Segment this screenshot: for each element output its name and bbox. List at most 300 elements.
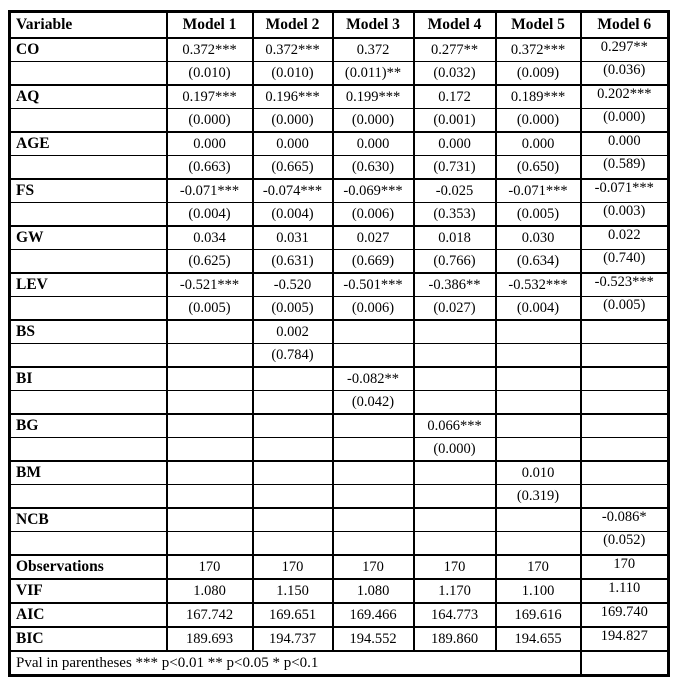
coef-cell (333, 320, 414, 344)
pval-value: (0.000) (516, 111, 560, 128)
summary-cell (333, 579, 414, 603)
coef-value: 0.030 (521, 229, 555, 246)
summary-value: 169.740 (600, 603, 648, 620)
summary-label: AIC (10, 603, 167, 627)
coef-cell (581, 414, 669, 438)
coef-cell (167, 226, 253, 250)
summary-value: 169.651 (268, 606, 317, 623)
variable-label: AQ (10, 85, 167, 109)
coef-cell (414, 38, 496, 62)
coef-cell (414, 179, 496, 203)
table-row-coef (10, 273, 669, 297)
pval-value: (0.027) (433, 299, 476, 316)
coef-value: -0.086* (601, 508, 647, 525)
summary-cell (496, 579, 581, 603)
summary-cell (414, 579, 496, 603)
coef-cell (167, 367, 253, 391)
summary-value: 1.150 (276, 582, 309, 599)
coef-cell (414, 461, 496, 485)
pval-value: (0.731) (433, 158, 476, 175)
summary-cell (333, 555, 414, 579)
variable-label-empty (10, 109, 167, 133)
summary-value: 167.742 (185, 606, 234, 623)
header-row (10, 12, 669, 39)
pval-value: (0.005) (188, 299, 231, 316)
coef-value: 0.197*** (182, 88, 237, 105)
regression-table-container (8, 10, 670, 677)
pval-cell (581, 532, 669, 556)
pval-cell (167, 109, 253, 133)
variable-label-empty (10, 532, 167, 556)
pval-cell (167, 203, 253, 227)
coef-value: 0.172 (438, 88, 471, 105)
coef-value: 0.000 (438, 135, 471, 152)
pval-value: (0.004) (271, 205, 314, 222)
coef-cell (167, 461, 253, 485)
variable-label-empty (10, 62, 167, 86)
pval-value: (0.005) (603, 296, 646, 313)
summary-cell (496, 603, 581, 627)
coef-cell (253, 38, 333, 62)
pval-cell (167, 485, 253, 509)
summary-cell (496, 627, 581, 651)
pval-cell (167, 532, 253, 556)
pval-cell (581, 344, 669, 368)
table-row-pval (10, 438, 669, 462)
summary-value: 1.080 (193, 582, 226, 599)
summary-value: 1.110 (608, 579, 641, 596)
variable-label: BI (10, 367, 167, 391)
pval-cell (253, 391, 333, 415)
coef-value: -0.071*** (508, 182, 568, 199)
coef-cell (581, 226, 669, 250)
pval-value: (0.589) (603, 155, 646, 172)
variable-label: BG (10, 414, 167, 438)
summary-cell (253, 627, 333, 651)
variable-label: FS (10, 179, 167, 203)
summary-cell (581, 627, 669, 651)
variable-label-empty (10, 203, 167, 227)
pval-cell (333, 485, 414, 509)
coef-cell (333, 273, 414, 297)
footnote-row (10, 651, 669, 676)
coef-value: -0.523*** (594, 273, 654, 290)
pval-cell (581, 109, 669, 133)
pval-cell (496, 203, 581, 227)
pval-cell (496, 485, 581, 509)
table-row-pval (10, 532, 669, 556)
coef-cell (414, 132, 496, 156)
coef-value: -0.521*** (179, 276, 240, 293)
pval-cell (253, 438, 333, 462)
coef-cell (496, 508, 581, 532)
pval-value: (0.006) (351, 299, 395, 316)
coef-cell (333, 414, 414, 438)
coef-cell (333, 132, 414, 156)
summary-cell (253, 555, 333, 579)
pval-cell (333, 203, 414, 227)
coef-cell (414, 414, 496, 438)
summary-cell (253, 579, 333, 603)
column-header-model-3: Model 3 (333, 12, 414, 39)
summary-value: 170 (198, 558, 221, 575)
pval-cell (581, 156, 669, 180)
pval-value: (0.000) (271, 111, 314, 128)
coef-value: 0.002 (276, 323, 309, 340)
coef-value: 0.372 (356, 41, 390, 58)
pval-cell (167, 438, 253, 462)
variable-label-empty (10, 156, 167, 180)
summary-value: 194.552 (349, 630, 397, 647)
summary-value: 189.860 (430, 630, 479, 647)
table-row-pval (10, 62, 669, 86)
summary-cell (253, 603, 333, 627)
coef-cell (581, 179, 669, 203)
column-header-model-6: Model 6 (581, 12, 669, 39)
coef-value: -0.532*** (508, 276, 568, 293)
summary-value: 189.693 (185, 630, 234, 647)
pval-cell (414, 62, 496, 86)
pval-cell (253, 62, 333, 86)
coef-cell (414, 367, 496, 391)
summary-value: 170 (443, 558, 466, 575)
coef-cell (253, 461, 333, 485)
table-row-pval (10, 297, 669, 321)
table-row-coef (10, 367, 669, 391)
coef-cell (167, 85, 253, 109)
coef-cell (253, 85, 333, 109)
coef-cell (496, 320, 581, 344)
variable-label: NCB (10, 508, 167, 532)
coef-cell (253, 132, 333, 156)
pval-value: (0.006) (351, 205, 395, 222)
pval-cell (167, 391, 253, 415)
pval-cell (333, 297, 414, 321)
summary-value: 170 (613, 555, 636, 572)
coef-cell (333, 38, 414, 62)
pval-cell (253, 297, 333, 321)
coef-value: -0.069*** (343, 182, 403, 199)
table-row-pval (10, 485, 669, 509)
coef-value: 0.372*** (182, 41, 237, 58)
column-header-model-1: Model 1 (167, 12, 253, 39)
coef-value: 0.022 (607, 226, 641, 243)
coef-cell (581, 273, 669, 297)
coef-cell (253, 320, 333, 344)
pval-value: (0.634) (516, 252, 560, 269)
pval-cell (496, 156, 581, 180)
coef-value: 0.196*** (265, 88, 320, 105)
pval-value: (0.010) (188, 64, 231, 81)
summary-value: 170 (362, 558, 384, 575)
footnote-cell: Pval in parentheses *** p<0.01 ** p<0.05 * p<0.1 (10, 651, 581, 676)
coef-value: 0.372*** (510, 41, 566, 58)
pval-cell (414, 250, 496, 274)
pval-cell (581, 391, 669, 415)
pval-value: (0.665) (271, 158, 314, 175)
table-row-pval (10, 391, 669, 415)
pval-value: (0.032) (433, 64, 476, 81)
coef-value: 0.000 (193, 135, 226, 152)
coef-cell (496, 461, 581, 485)
footnote-empty-cell (581, 651, 669, 676)
table-row-coef (10, 38, 669, 62)
table-row-pval (10, 156, 669, 180)
coef-cell (581, 367, 669, 391)
variable-label-empty (10, 391, 167, 415)
table-row-coef (10, 461, 669, 485)
pval-cell (253, 344, 333, 368)
pval-value: (0.036) (603, 61, 646, 78)
summary-cell (414, 627, 496, 651)
variable-label: GW (10, 226, 167, 250)
coef-value: 0.372*** (265, 41, 320, 58)
coef-cell (581, 508, 669, 532)
coef-cell (496, 38, 581, 62)
pval-value: (0.000) (188, 111, 231, 128)
coef-cell (167, 414, 253, 438)
pval-value: (0.001) (433, 111, 476, 128)
pval-cell (414, 156, 496, 180)
coef-cell (414, 320, 496, 344)
pval-value: (0.052) (603, 531, 646, 548)
pval-cell (333, 438, 414, 462)
pval-value: (0.000) (603, 108, 646, 125)
coef-cell (333, 85, 414, 109)
summary-value: 194.827 (600, 627, 648, 644)
pval-cell (414, 109, 496, 133)
pval-cell (253, 532, 333, 556)
coef-cell (496, 273, 581, 297)
pval-cell (496, 438, 581, 462)
variable-label-empty (10, 344, 167, 368)
variable-label: BM (10, 461, 167, 485)
coef-value: 0.066*** (427, 417, 482, 434)
coef-value: 0.277** (430, 41, 479, 58)
column-header-variable: Variable (16, 16, 73, 33)
coef-cell (414, 273, 496, 297)
coef-cell (253, 414, 333, 438)
pval-value: (0.740) (603, 249, 646, 266)
coef-value: 0.031 (276, 229, 309, 246)
coef-cell (496, 226, 581, 250)
pval-value: (0.000) (433, 440, 476, 457)
pval-value: (0.009) (516, 64, 560, 81)
coef-value: 0.297** (600, 38, 648, 55)
summary-row (10, 579, 669, 603)
pval-cell (253, 109, 333, 133)
pval-value: (0.353) (433, 205, 476, 222)
pval-cell (496, 391, 581, 415)
coef-cell (581, 320, 669, 344)
table-row-pval (10, 109, 669, 133)
variable-label: CO (10, 38, 167, 62)
coef-value: -0.071*** (179, 182, 240, 199)
summary-cell (167, 579, 253, 603)
pval-cell (333, 532, 414, 556)
pval-cell (333, 391, 414, 415)
summary-value: 170 (281, 558, 304, 575)
coef-value: -0.520 (273, 276, 312, 293)
variable-label-empty (10, 250, 167, 274)
variable-label: LEV (10, 273, 167, 297)
coef-value: -0.386** (428, 276, 481, 293)
pval-cell (253, 156, 333, 180)
pval-value: (0.005) (271, 299, 314, 316)
coef-cell (167, 179, 253, 203)
coef-value: -0.501*** (343, 276, 403, 293)
pval-value: (0.766) (433, 252, 476, 269)
pval-cell (496, 532, 581, 556)
pval-cell (167, 250, 253, 274)
pval-cell (414, 438, 496, 462)
coef-value: 0.000 (356, 135, 390, 152)
pval-value: (0.011)** (344, 64, 402, 81)
coef-value: -0.074*** (262, 182, 323, 199)
pval-value: (0.000) (351, 111, 395, 128)
variable-label-empty (10, 297, 167, 321)
coef-value: -0.071*** (594, 179, 654, 196)
pval-cell (167, 156, 253, 180)
summary-cell (414, 555, 496, 579)
summary-cell (496, 555, 581, 579)
pval-cell (333, 156, 414, 180)
summary-value: 170 (527, 558, 549, 575)
coef-value: 0.027 (356, 229, 390, 246)
pval-cell (581, 438, 669, 462)
summary-value: 194.737 (268, 630, 317, 647)
coef-cell (496, 132, 581, 156)
pval-value: (0.004) (188, 205, 231, 222)
coef-cell (253, 179, 333, 203)
pval-cell (414, 532, 496, 556)
pval-cell (253, 203, 333, 227)
variable-label: BS (10, 320, 167, 344)
coef-cell (253, 226, 333, 250)
pval-cell (581, 297, 669, 321)
pval-cell (333, 109, 414, 133)
coef-cell (167, 320, 253, 344)
table-body (10, 38, 669, 676)
coef-cell (333, 508, 414, 532)
variable-label-empty (10, 485, 167, 509)
summary-label: VIF (10, 579, 167, 603)
pval-cell (333, 62, 414, 86)
column-header-model-2: Model 2 (253, 12, 333, 39)
coef-value: 0.034 (193, 229, 226, 246)
coef-value: 0.000 (276, 135, 309, 152)
coef-value: -0.082** (347, 370, 399, 387)
coef-cell (496, 179, 581, 203)
coef-value: 0.000 (521, 135, 555, 152)
coef-cell (414, 226, 496, 250)
coef-cell (253, 367, 333, 391)
coef-cell (167, 508, 253, 532)
coef-cell (333, 226, 414, 250)
pval-value: (0.631) (271, 252, 314, 269)
pval-value: (0.650) (516, 158, 560, 175)
coef-cell (253, 273, 333, 297)
coef-cell (581, 132, 669, 156)
coef-value: 0.202*** (597, 85, 652, 102)
coef-cell (167, 273, 253, 297)
coef-value: 0.000 (607, 132, 641, 149)
coef-value: 0.199*** (345, 88, 401, 105)
table-row-pval (10, 344, 669, 368)
table-header (10, 12, 669, 39)
variable-label: AGE (10, 132, 167, 156)
coef-value: -0.025 (435, 182, 474, 199)
coef-cell (496, 414, 581, 438)
column-header-model-4: Model 4 (414, 12, 496, 39)
pval-cell (167, 62, 253, 86)
table-row-coef (10, 320, 669, 344)
summary-value: 169.616 (514, 606, 562, 623)
summary-row (10, 603, 669, 627)
pval-value: (0.042) (351, 393, 395, 410)
coef-value: 0.010 (521, 464, 555, 481)
table-row-pval (10, 203, 669, 227)
regression-table (8, 10, 670, 677)
coef-cell (167, 38, 253, 62)
summary-value: 194.655 (514, 630, 562, 647)
summary-cell (581, 603, 669, 627)
summary-cell (167, 555, 253, 579)
summary-value: 1.100 (521, 582, 555, 599)
pval-cell (253, 250, 333, 274)
pval-cell (333, 344, 414, 368)
pval-cell (496, 62, 581, 86)
pval-cell (414, 297, 496, 321)
summary-label: BIC (10, 627, 167, 651)
coef-value: 0.189*** (510, 88, 566, 105)
summary-label: Observations (10, 555, 167, 579)
pval-value: (0.004) (516, 299, 560, 316)
summary-cell (167, 627, 253, 651)
summary-value: 169.466 (349, 606, 397, 623)
pval-cell (167, 344, 253, 368)
coef-cell (496, 85, 581, 109)
pval-cell (496, 297, 581, 321)
coef-cell (581, 38, 669, 62)
coef-value: 0.018 (438, 229, 471, 246)
column-header-model-5: Model 5 (496, 12, 581, 39)
table-row-coef (10, 179, 669, 203)
coef-cell (333, 367, 414, 391)
coef-cell (581, 85, 669, 109)
summary-value: 1.170 (438, 582, 471, 599)
summary-row (10, 627, 669, 651)
pval-value: (0.625) (188, 252, 231, 269)
summary-cell (333, 627, 414, 651)
table-row-coef (10, 226, 669, 250)
summary-row (10, 555, 669, 579)
summary-value: 164.773 (430, 606, 479, 623)
pval-value: (0.669) (351, 252, 395, 269)
pval-cell (167, 297, 253, 321)
coef-cell (414, 85, 496, 109)
summary-value: 1.080 (356, 582, 390, 599)
summary-cell (333, 603, 414, 627)
coef-cell (496, 367, 581, 391)
pval-value: (0.630) (351, 158, 395, 175)
table-row-coef (10, 414, 669, 438)
pval-cell (414, 203, 496, 227)
table-row-coef (10, 132, 669, 156)
table-row-pval (10, 250, 669, 274)
pval-cell (253, 485, 333, 509)
pval-value: (0.784) (271, 346, 314, 363)
